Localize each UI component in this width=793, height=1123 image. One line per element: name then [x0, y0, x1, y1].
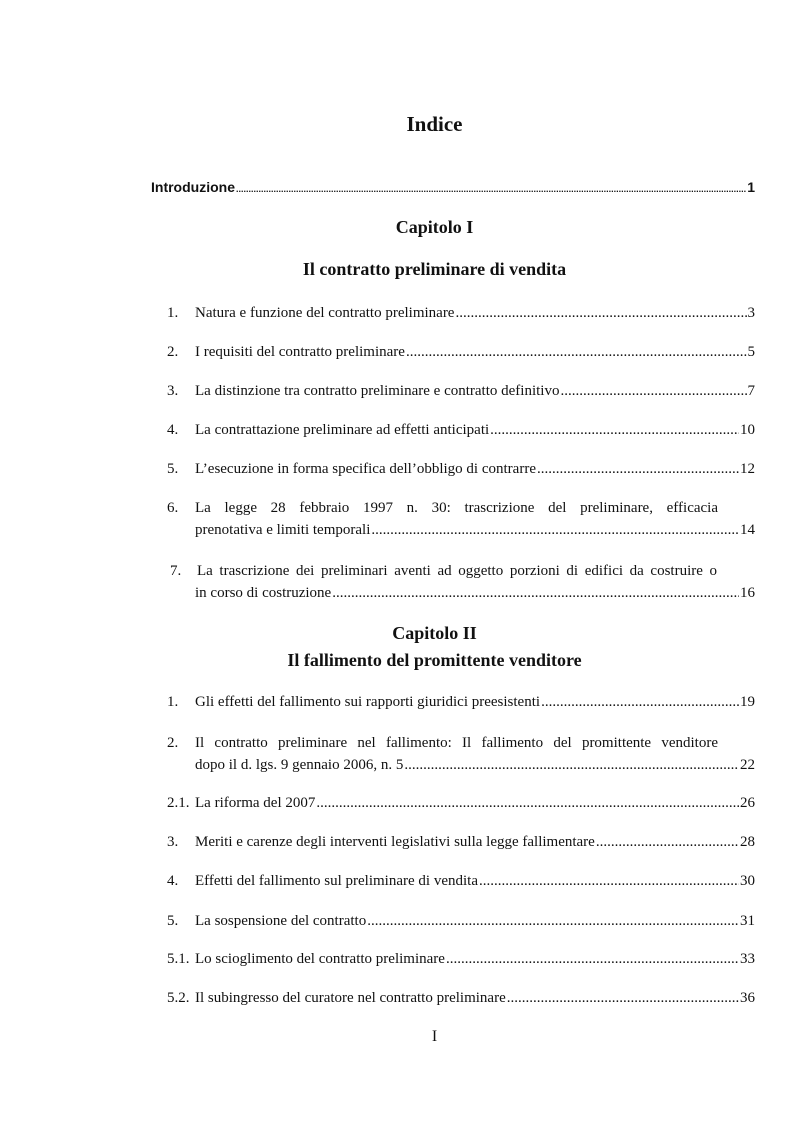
- toc-entry-text: Gli effetti del fallimento sui rapporti giuridici preesistenti: [195, 694, 541, 710]
- toc-entry-text-line2: prenotativa e limiti temporali: [195, 522, 371, 538]
- toc-page-number: 26: [740, 795, 755, 811]
- toc-entry-number: 4.: [167, 873, 179, 889]
- toc-entry-text: La riforma del 2007: [195, 795, 316, 811]
- toc-page-number: 36: [740, 990, 755, 1006]
- toc-page-number: 1: [747, 179, 755, 195]
- toc-entry-number: 5.: [167, 913, 179, 929]
- dot-leader: [446, 948, 739, 970]
- dot-leader: [406, 341, 747, 363]
- page-footer-number: I: [431, 1028, 438, 1045]
- toc-entry-text: Meriti e carenze degli interventi legislativi sulla legge fallimentare: [195, 834, 595, 850]
- dot-leader: [455, 302, 746, 324]
- toc-entry-number: 6.: [167, 500, 179, 516]
- dot-leader: [236, 176, 746, 200]
- dot-leader: [537, 458, 739, 480]
- toc-page-number: 5: [747, 344, 755, 360]
- toc-entry-number: 2.: [167, 735, 179, 751]
- toc-page-number: 19: [740, 694, 755, 710]
- dot-leader: [479, 870, 739, 892]
- toc-entry-number: 2.: [167, 344, 179, 360]
- toc-entry-text-line2: dopo il d. lgs. 9 gennaio 2006, n. 5: [195, 757, 404, 773]
- toc-entry-text-line1: Il contratto preliminare nel fallimento: Il fallimento del promittente venditore: [195, 735, 718, 751]
- toc-entry-number: 5.: [167, 461, 179, 477]
- toc-entry-text: La contrattazione preliminare ad effetti anticipati: [195, 422, 490, 438]
- dot-leader: [404, 754, 739, 776]
- toc-entry-text: La distinzione tra contratto preliminare e contratto definitivo: [195, 383, 560, 399]
- toc-page-number: 22: [740, 757, 755, 773]
- toc-entry-number: 7.: [170, 563, 182, 579]
- dot-leader: [316, 792, 739, 814]
- toc-page-number: 16: [740, 585, 755, 601]
- toc-entry-number: 3.: [167, 383, 179, 399]
- dot-leader: [560, 380, 746, 402]
- toc-entry-text: Il subingresso del curatore nel contratto preliminare: [195, 990, 506, 1006]
- dot-leader: [332, 582, 739, 604]
- dot-leader: [367, 910, 739, 932]
- toc-page-number: 7: [747, 383, 755, 399]
- dot-leader: [596, 831, 739, 853]
- chapter-2-label: Capitolo II: [392, 623, 477, 643]
- toc-page-number: 33: [740, 951, 755, 967]
- toc-entry-number: 3.: [167, 834, 179, 850]
- toc-page-number: 31: [740, 913, 755, 929]
- toc-entry-text: L’esecuzione in forma specifica dell’obbligo di contrarre: [195, 461, 536, 477]
- chapter-2-title: Il fallimento del promittente venditore: [287, 650, 582, 670]
- toc-entry-number: 4.: [167, 422, 179, 438]
- toc-entry-text: La sospensione del contratto: [195, 913, 367, 929]
- toc-entry-number: 5.1.: [167, 951, 190, 967]
- chapter-1-label: Capitolo I: [395, 217, 474, 237]
- toc-entry-number: 5.2.: [167, 990, 190, 1006]
- toc-entry-number: 2.1.: [167, 795, 190, 811]
- dot-leader: [541, 691, 739, 713]
- toc-page-number: 10: [740, 422, 755, 438]
- toc-entry-number: 1.: [167, 305, 179, 321]
- toc-entry-text: Natura e funzione del contratto preliminare: [195, 305, 455, 321]
- toc-page-number: 14: [740, 522, 755, 538]
- toc-entry-text: I requisiti del contratto preliminare: [195, 344, 405, 360]
- dot-leader: [490, 419, 739, 441]
- toc-entry-text: Effetti del fallimento sul preliminare di vendita: [195, 873, 478, 889]
- chapter-1-title: Il contratto preliminare di vendita: [302, 259, 567, 279]
- toc-entry-number: 1.: [167, 694, 179, 710]
- toc-entry-text: Introduzione: [151, 179, 235, 195]
- toc-entry-text-line1: La legge 28 febbraio 1997 n. 30: trascrizione del preliminare, efficacia: [195, 500, 718, 516]
- toc-page-number: 3: [747, 305, 755, 321]
- toc-page-number: 12: [740, 461, 755, 477]
- toc-page-number: 28: [740, 834, 755, 850]
- dot-leader: [371, 519, 739, 541]
- toc-entry-text-line2: in corso di costruzione: [195, 585, 332, 601]
- dot-leader: [507, 987, 739, 1009]
- toc-entry-text-line1: La trascrizione dei preliminari aventi ad oggetto porzioni di edifici da costruire o: [197, 563, 717, 579]
- toc-page-number: 30: [740, 873, 755, 889]
- page-title: Indice: [406, 112, 463, 136]
- toc-entry-text: Lo scioglimento del contratto preliminare: [195, 951, 445, 967]
